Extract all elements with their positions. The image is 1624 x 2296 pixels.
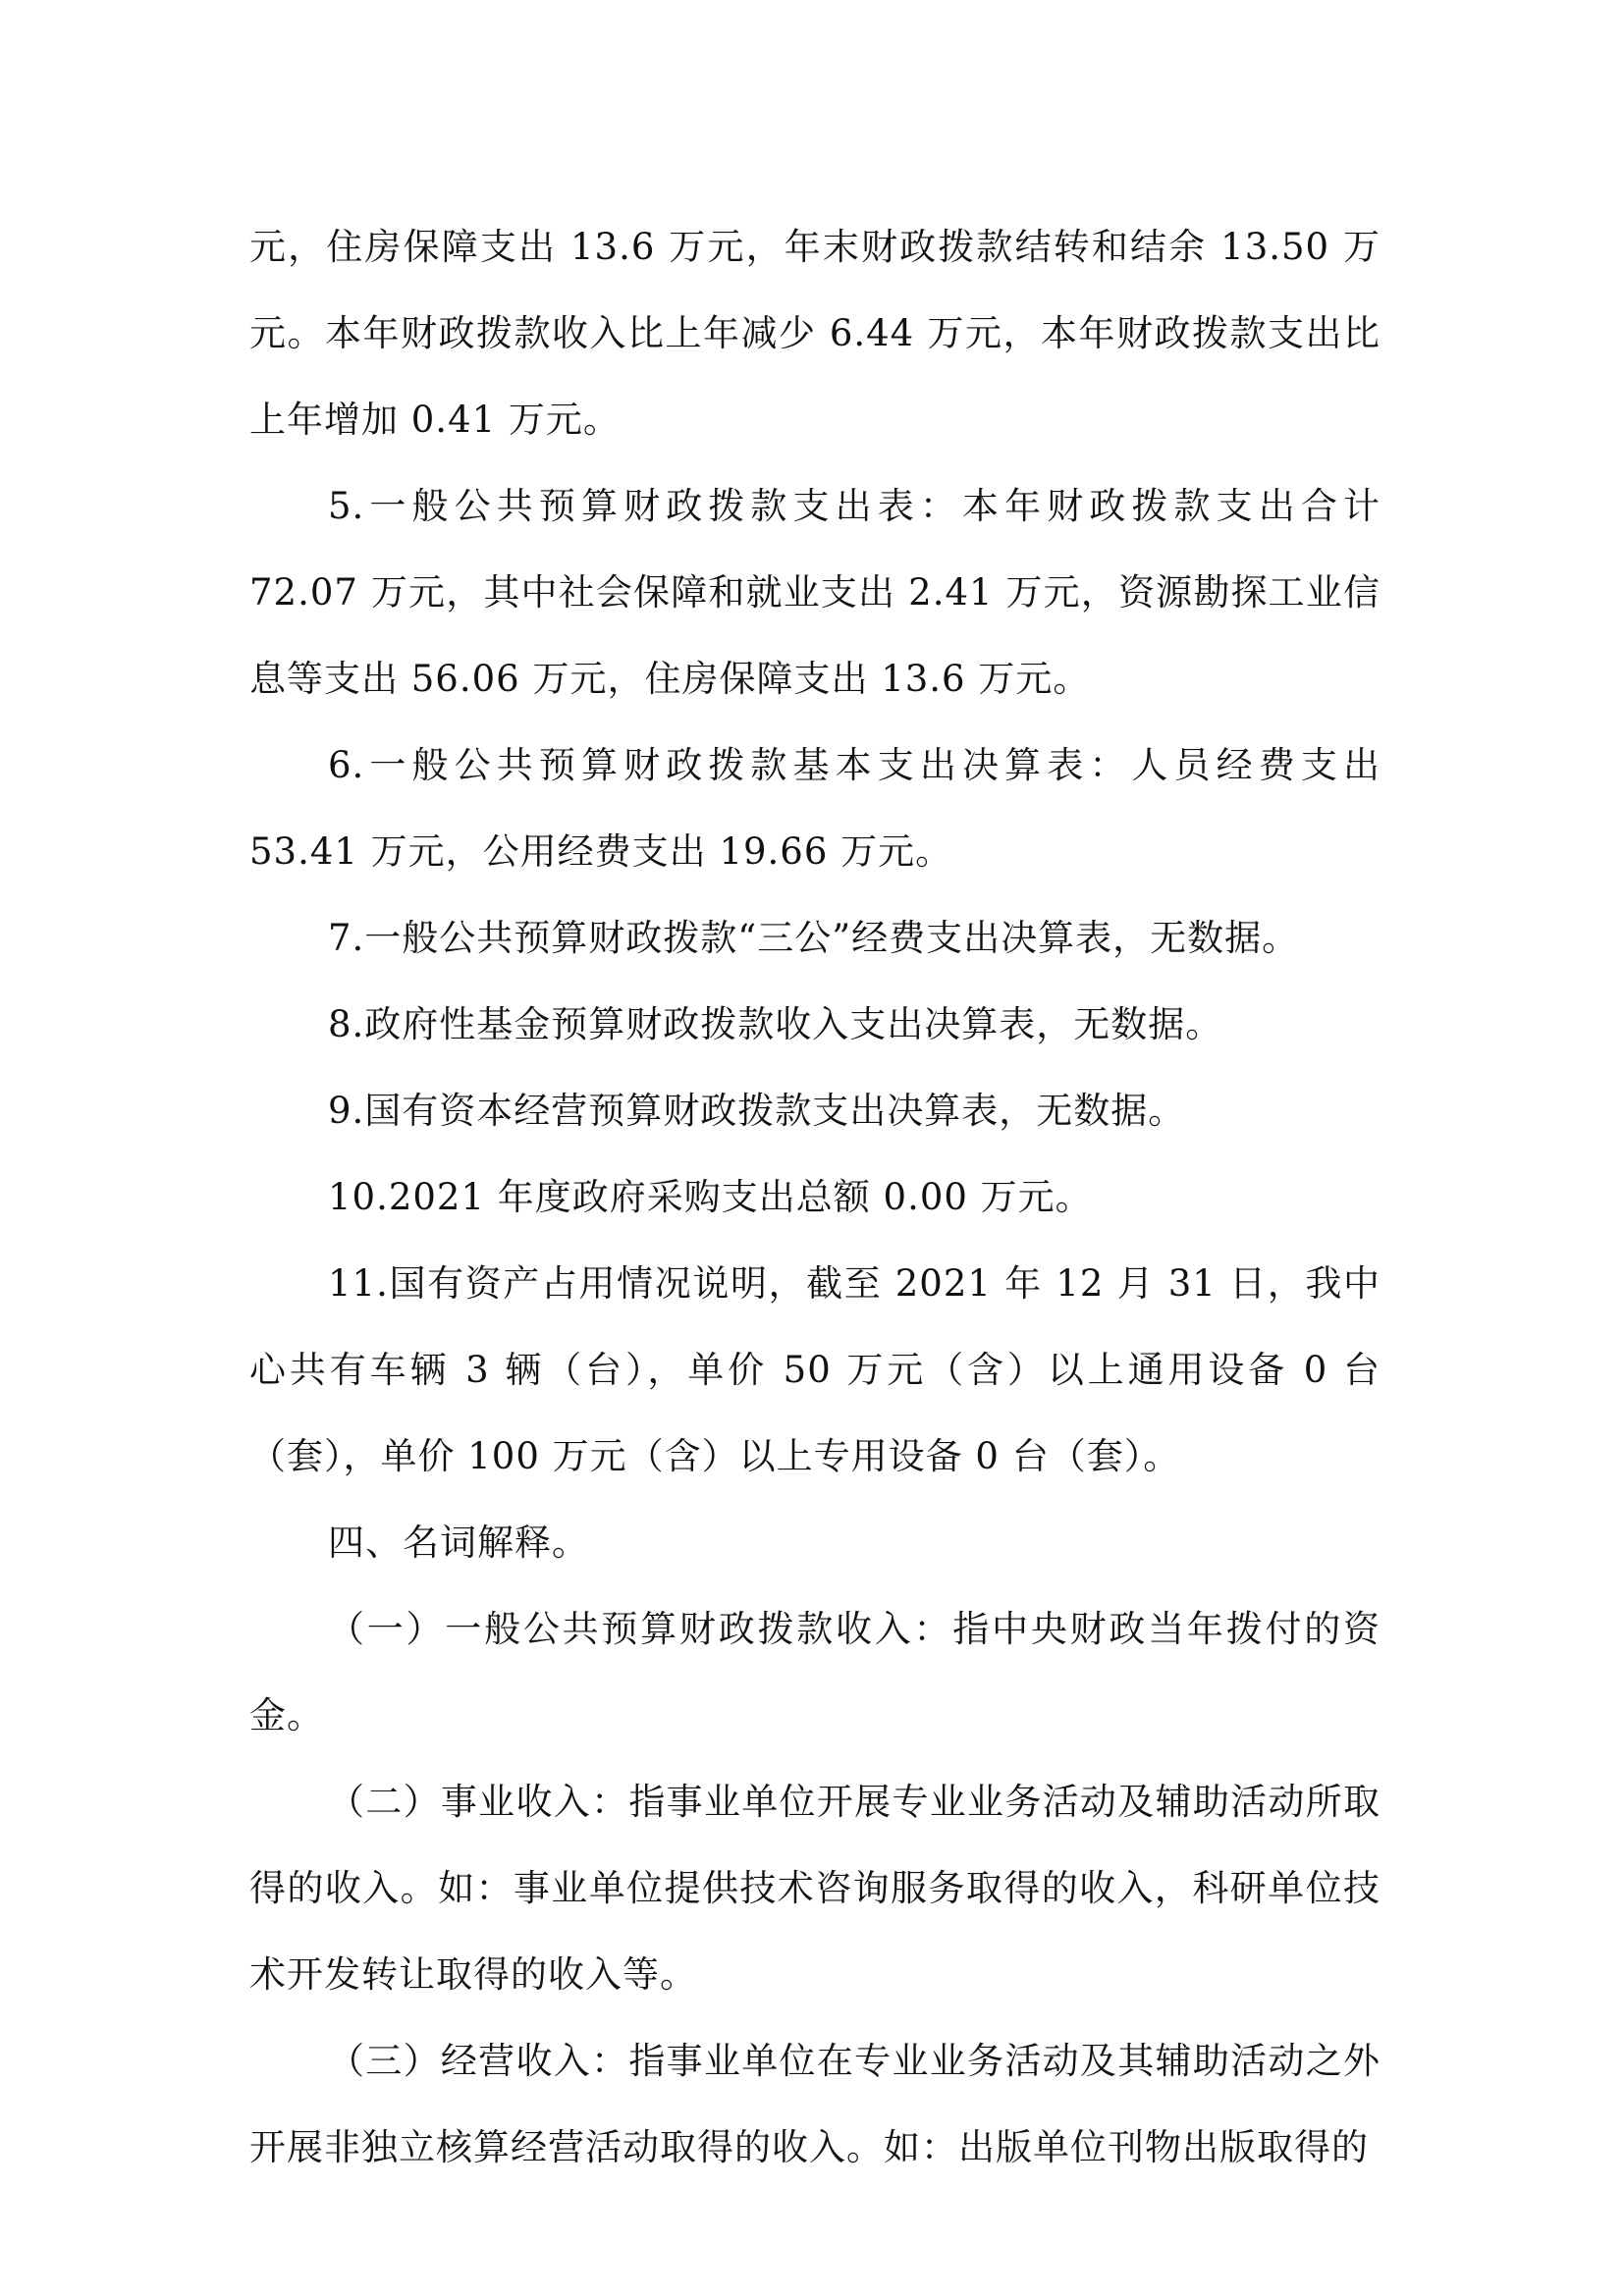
paragraph-glossary-3: （三）经营收入：指事业单位在专业业务活动及其辅助活动之外开展非独立核算经营活动取得的收入。如：出版单位刊物出版取得的 [249,2040,1380,2168]
document-body [249,204,1380,2191]
paragraph-item-9: 9.国有资本经营预算财政拨款支出决算表，无数据。 [328,1090,1186,1132]
paragraph-item-10: 10.2021 年度政府采购支出总额 0.00 万元。 [328,1176,1093,1218]
paragraph-item-7: 7.一般公共预算财政拨款“三公”经费支出决算表，无数据。 [328,917,1300,959]
paragraph-housing-summary: 元，住房保障支出 13.6 万元，年末财政拨款结转和结余 13.50 万元。本年财政拨款收入比上年减少 6.44 万元，本年财政拨款支出比上年增加 0.41 万元。 [249,226,1380,441]
paragraph-glossary-1: （一）一般公共预算财政拨款收入：指中央财政当年拨付的资金。 [249,1608,1380,1736]
paragraph-item-11: 11.国有资产占用情况说明，截至 2021 年 12 月 31 日，我中心共有车辆 3 辆（台），单价 50 万元（含）以上通用设备 0 台（套），单价 100 万元（含）以上专用设备 0 台（套）。 [249,1262,1380,1477]
paragraph-item-5: 5.一般公共预算财政拨款支出表：本年财政拨款支出合计 72.07 万元，其中社会保障和就业支出 2.41 万元，资源勘探工业信息等支出 56.06 万元，住房保障支出 13.6 万元。 [249,485,1380,700]
paragraph-item-6: 6.一般公共预算财政拨款基本支出决算表：人员经费支出 53.41 万元，公用经费支出 19.66 万元。 [249,744,1380,873]
paragraph-glossary-2: （二）事业收入：指事业单位开展专业业务活动及辅助活动所取得的收入。如：事业单位提供技术咨询服务取得的收入，科研单位技术开发转让取得的收入等。 [249,1781,1380,1996]
section-heading-glossary: 四、名词解释。 [328,1522,589,1564]
paragraph-item-8: 8.政府性基金预算财政拨款收入支出决算表，无数据。 [328,1003,1223,1045]
